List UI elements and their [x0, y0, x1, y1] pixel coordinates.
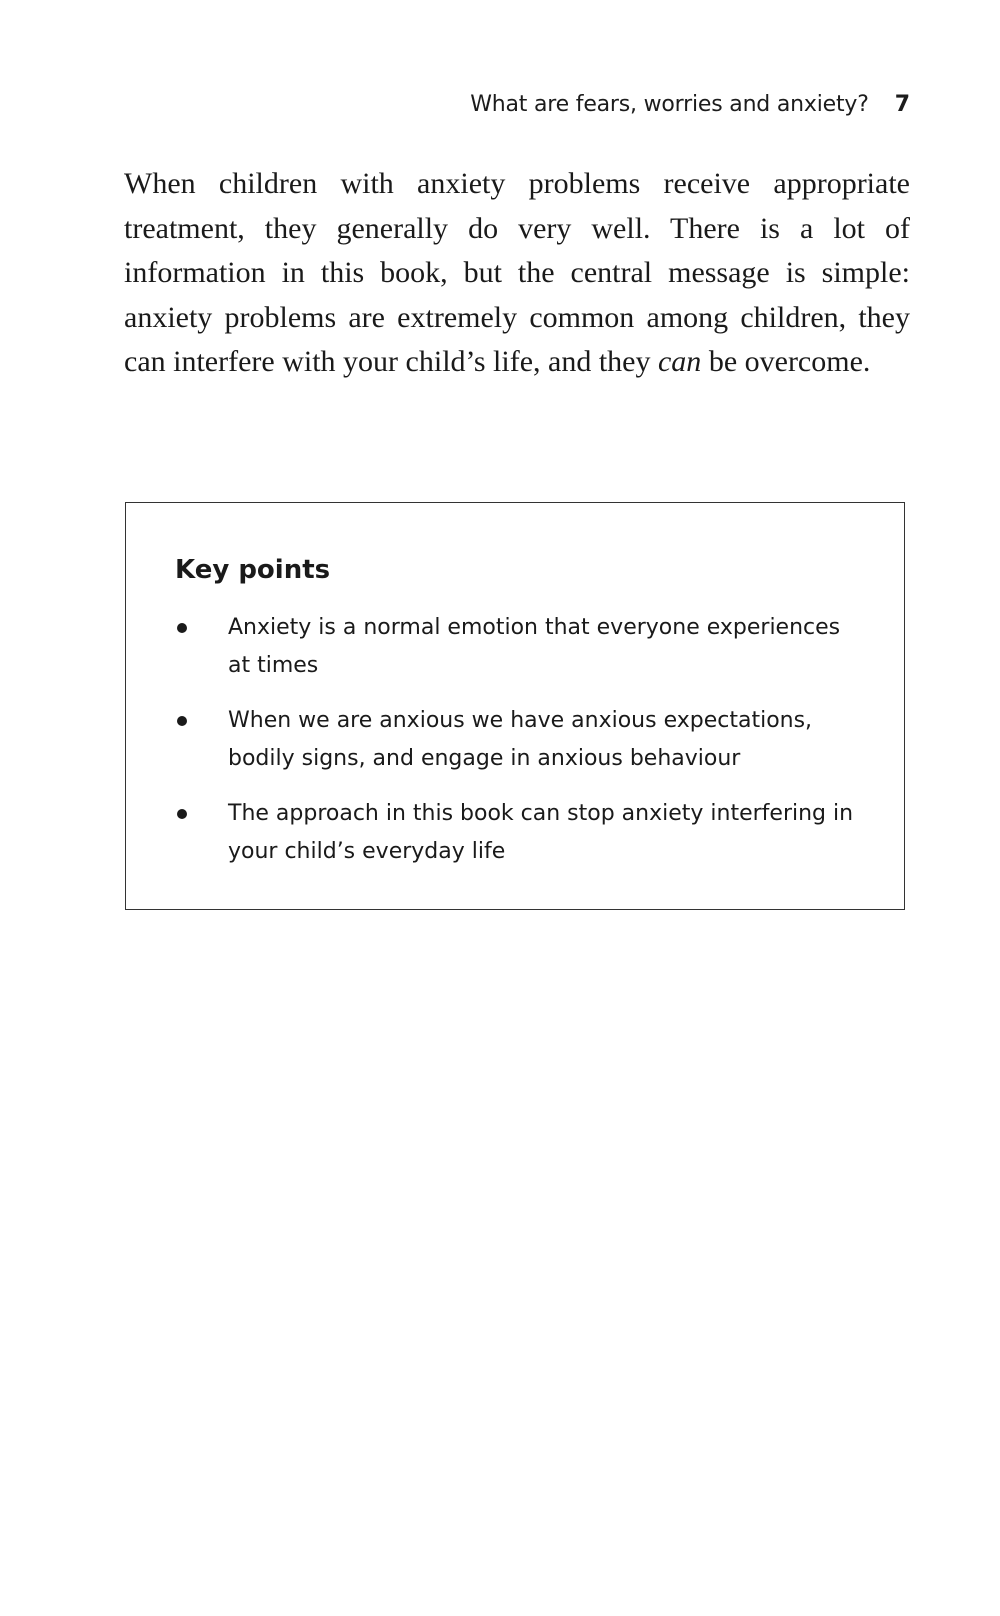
- paragraph-text: When children with anxiety problems receive appropriate treatment, they generally do very well. There is a lot of information in this book, but the central message is simple: anxiety problems are extremely common among children, they can interfere with your child’s life, and they: [124, 167, 910, 379]
- key-point-text: The approach in this book can stop anxiety interfering in your child’s everyday life: [228, 801, 854, 864]
- bullet-icon: [177, 809, 187, 819]
- running-header: [0, 90, 910, 120]
- key-point-text: Anxiety is a normal emotion that everyone experiences at times: [228, 615, 841, 678]
- key-point-item: [175, 609, 855, 685]
- key-point-text: When we are anxious we have anxious expectations, bodily signs, and engage in anxious behaviour: [228, 708, 813, 771]
- bullet-icon: [177, 716, 187, 726]
- key-point-item: [175, 702, 855, 778]
- paragraph-text-end: be overcome.: [701, 345, 871, 379]
- body-paragraph: [124, 162, 910, 385]
- page-number: 7: [894, 92, 910, 117]
- key-points-title: Key points: [175, 555, 331, 585]
- key-point-item: [175, 795, 855, 871]
- chapter-title: What are fears, worries and anxiety?: [470, 92, 869, 117]
- bullet-icon: [177, 623, 187, 633]
- key-points-box: [125, 502, 905, 910]
- emphasized-word: can: [657, 345, 702, 379]
- key-points-list: [175, 609, 855, 888]
